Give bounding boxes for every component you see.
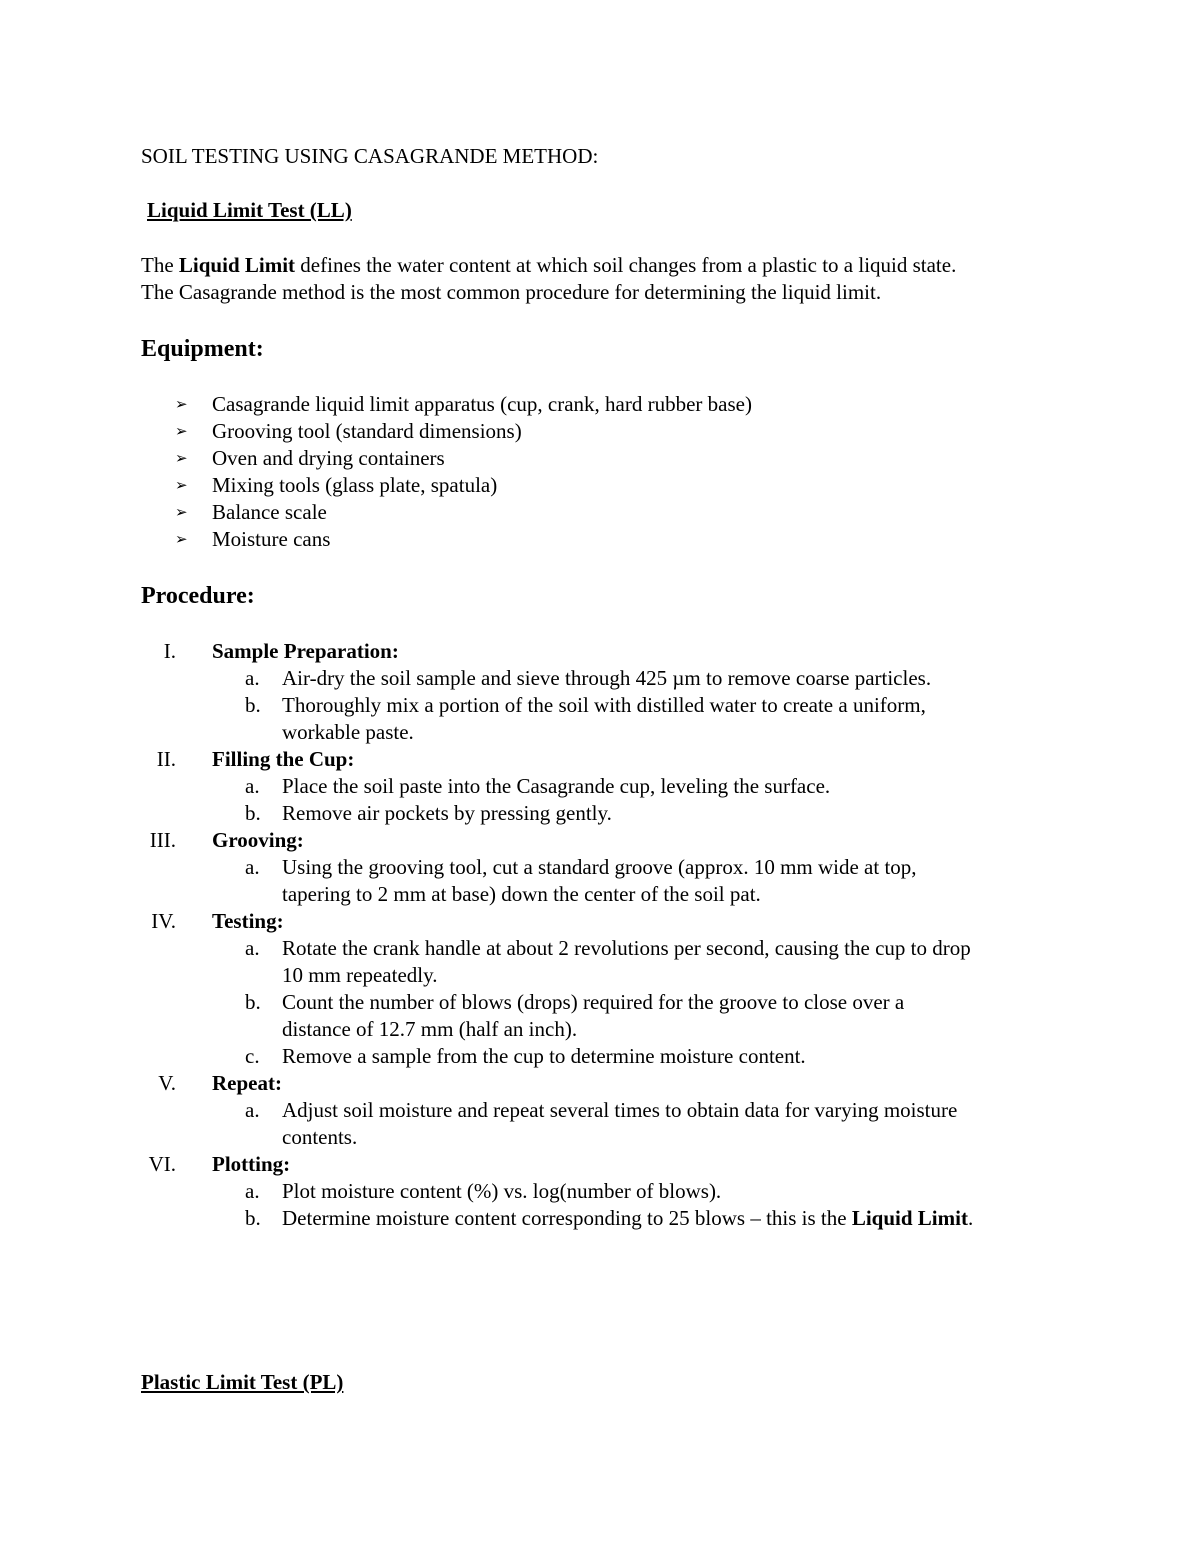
step-numeral: V. — [158, 1071, 176, 1095]
procedure-step — [141, 827, 1101, 908]
sub-item-text — [282, 1205, 1101, 1232]
sub-item — [141, 935, 1101, 989]
sub-item — [141, 665, 1101, 692]
list-item — [141, 472, 752, 499]
step-heading — [141, 908, 1101, 935]
step-title: Plotting: — [212, 1152, 291, 1176]
procedure-list — [141, 638, 1101, 1232]
equipment-heading: Equipment: — [141, 336, 264, 362]
sub-item-letter: c. — [245, 1044, 260, 1068]
sub-item — [141, 1178, 1101, 1205]
plastic-limit-heading: Plastic Limit Test (PL) — [141, 1370, 344, 1394]
sub-item-text: Rotate the crank handle at about 2 revolutions per second, causing the cup to drop — [282, 936, 971, 960]
sub-item-letter: a. — [245, 936, 260, 960]
equipment-item-text: Balance scale — [212, 500, 327, 524]
intro-line-1 — [141, 252, 1081, 279]
equipment-list — [141, 391, 752, 553]
list-item — [141, 418, 752, 445]
arrowhead-bullet-icon: ➢ — [175, 503, 188, 521]
sub-item — [141, 1097, 1101, 1151]
sub-item-text: Place the soil paste into the Casagrande cup, leveling the surface. — [282, 774, 831, 798]
procedure-step — [141, 1151, 1101, 1232]
step-numeral: I. — [163, 639, 176, 663]
arrowhead-bullet-icon: ➢ — [175, 449, 188, 467]
step-numeral: IV. — [151, 909, 176, 933]
equipment-item-text: Moisture cans — [212, 527, 331, 551]
sub-item-text: workable paste. — [282, 720, 414, 744]
sub-item-letter: a. — [245, 1098, 260, 1122]
intro-bold-term: Liquid Limit — [178, 253, 296, 277]
sub-item-letter: a. — [245, 855, 260, 879]
sub-item-text: contents. — [282, 1125, 358, 1149]
sub-item — [141, 1043, 1101, 1070]
sub-item-letter: b. — [245, 1206, 261, 1230]
list-item — [141, 499, 752, 526]
sub-item-text: Remove a sample from the cup to determine moisture content. — [282, 1044, 806, 1068]
sub-item-text: Thoroughly mix a portion of the soil with distilled water to create a uniform, — [282, 693, 926, 717]
sub-item-text-pre: Determine moisture content corresponding to 25 blows – this is the — [282, 1206, 852, 1230]
step-title: Sample Preparation: — [212, 639, 399, 663]
sub-item — [141, 800, 1101, 827]
sub-item-letter: b. — [245, 693, 261, 717]
sub-item — [141, 692, 1101, 746]
step-numeral: III. — [149, 828, 176, 852]
step-title: Repeat: — [212, 1071, 282, 1095]
sub-item — [141, 989, 1101, 1043]
sub-item-text: 10 mm repeatedly. — [282, 963, 438, 987]
sub-item-letter: a. — [245, 774, 260, 798]
document-title: SOIL TESTING USING CASAGRANDE METHOD: — [141, 144, 599, 168]
sub-item-text: Air-dry the soil sample and sieve through 425 µm to remove coarse particles. — [282, 666, 932, 690]
step-title: Grooving: — [212, 828, 304, 852]
sub-item-letter: b. — [245, 801, 261, 825]
procedure-heading: Procedure: — [141, 583, 255, 609]
sub-item-text: Count the number of blows (drops) required for the groove to close over a — [282, 990, 905, 1014]
equipment-item-text: Grooving tool (standard dimensions) — [212, 419, 522, 443]
step-heading — [141, 827, 1101, 854]
sub-item-letter: a. — [245, 666, 260, 690]
sub-item-text: Using the grooving tool, cut a standard groove (approx. 10 mm wide at top, — [282, 855, 917, 879]
arrowhead-bullet-icon: ➢ — [175, 395, 188, 413]
intro-line-2: The Casagrande method is the most common procedure for determining the liquid limit. — [141, 280, 882, 304]
step-title: Testing: — [212, 909, 284, 933]
step-numeral: VI. — [148, 1152, 176, 1176]
sub-item — [141, 1205, 1101, 1232]
sub-item — [141, 773, 1101, 800]
equipment-item-text: Casagrande liquid limit apparatus (cup, crank, hard rubber base) — [212, 392, 752, 416]
equipment-item-text: Oven and drying containers — [212, 446, 445, 470]
step-title: Filling the Cup: — [212, 747, 355, 771]
procedure-step — [141, 908, 1101, 1070]
sub-item — [141, 854, 1101, 908]
intro-paragraph — [141, 252, 1081, 306]
sub-item-text: Remove air pockets by pressing gently. — [282, 801, 612, 825]
sub-item-text: Adjust soil moisture and repeat several times to obtain data for varying moisture — [282, 1098, 958, 1122]
procedure-step — [141, 746, 1101, 827]
arrowhead-bullet-icon: ➢ — [175, 476, 188, 494]
list-item — [141, 391, 752, 418]
arrowhead-bullet-icon: ➢ — [175, 530, 188, 548]
step-heading — [141, 1151, 1101, 1178]
liquid-limit-heading: Liquid Limit Test (LL) — [147, 198, 352, 222]
step-heading — [141, 638, 1101, 665]
list-item — [141, 445, 752, 472]
sub-item-text: distance of 12.7 mm (half an inch). — [282, 1017, 578, 1041]
sub-item-letter: a. — [245, 1179, 260, 1203]
sub-item-letter: b. — [245, 990, 261, 1014]
sub-item-text: tapering to 2 mm at base) down the center of the soil pat. — [282, 882, 761, 906]
sub-item-bold-term: Liquid Limit — [851, 1206, 968, 1230]
step-heading — [141, 1070, 1101, 1097]
step-heading — [141, 746, 1101, 773]
step-numeral: II. — [156, 747, 176, 771]
list-item — [141, 526, 752, 553]
arrowhead-bullet-icon: ➢ — [175, 422, 188, 440]
procedure-step — [141, 638, 1101, 746]
sub-item-text: Plot moisture content (%) vs. log(number of blows). — [282, 1179, 722, 1203]
equipment-item-text: Mixing tools (glass plate, spatula) — [212, 473, 498, 497]
procedure-step — [141, 1070, 1101, 1151]
intro-post: defines the water content at which soil changes from a plastic to a liquid state. — [295, 253, 957, 277]
intro-pre: The — [141, 253, 179, 277]
sub-item-text-post: . — [967, 1206, 974, 1230]
